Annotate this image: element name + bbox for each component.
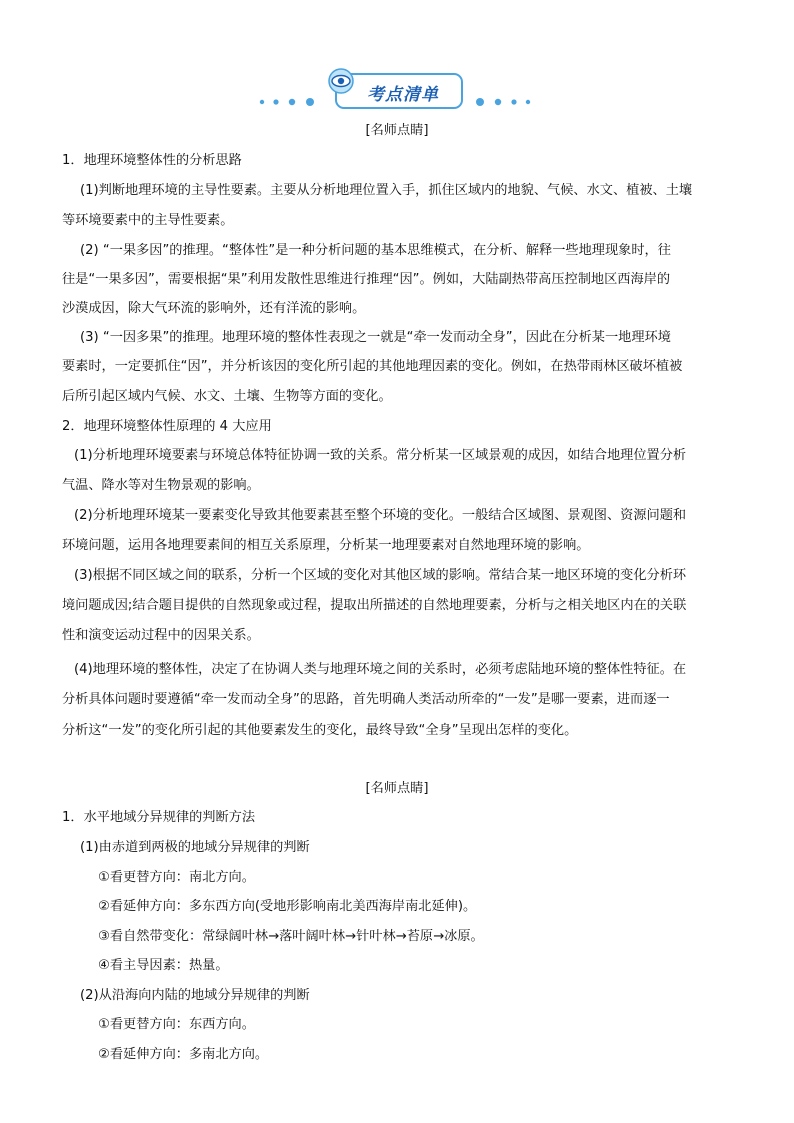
banner-title: 考点清单: [367, 85, 439, 105]
section1-paragraph-line: 境问题成因;结合题目提供的自然现象或过程，提取出所描述的自然地理要素，分析与之相关地区内在的关联: [62, 598, 687, 613]
section1-heading-1: 1．地理环境整体性的分析思路: [62, 153, 242, 168]
section1-paragraph-line: 气温、降水等对生物景观的影响。: [62, 478, 260, 493]
section-banner: [240, 68, 550, 112]
section2-list-item: ①看更替方向：南北方向。: [98, 870, 255, 885]
section2-subheading: (1)由赤道到两极的地域分异规律的判断: [80, 840, 310, 855]
section1-paragraph-line: 分析这“一发”的变化所引起的其他要素发生的变化，最终导致“全身”呈现出怎样的变化。: [62, 723, 578, 738]
section2-list-item: ②看延伸方向：多东西方向(受地形影响南北美西海岸南北延伸)。: [98, 899, 477, 914]
section1-header: [名师点睛]: [365, 123, 429, 138]
section1-paragraph-line: (2)分析地理环境某一要素变化导致其他要素甚至整个环境的变化。一般结合区域图、景观图、资源问题和: [74, 508, 687, 523]
section1-paragraph-line: 环境问题，运用各地理要素间的相互关系原理，分析某一地理要素对自然地理环境的影响。: [62, 538, 590, 553]
section1-paragraph-line: (1)分析地理环境要素与环境总体特征协调一致的关系。常分析某一区域景观的成因，如结合地理位置分析: [74, 448, 687, 463]
section1-heading-2: 2．地理环境整体性原理的 4 大应用: [62, 419, 272, 434]
section1-paragraph-line: 性和演变运动过程中的因果关系。: [62, 628, 260, 643]
section2-header: [名师点睛]: [365, 781, 429, 796]
section1-paragraph-line: (1)判断地理环境的主导性要素。主要从分析地理位置入手，抓住区域内的地貌、气候、水文、植被、土壤: [80, 183, 693, 198]
section1-paragraph-line: 往是“一果多因”，需要根据“果”利用发散性思维进行推理“因”。例如，大陆副热带高压控制地区西海岸的: [62, 272, 671, 287]
section1-paragraph-line: 后所引起区域内气候、水文、土壤、生物等方面的变化。: [62, 389, 392, 404]
section1-paragraph-line: 分析具体问题时要遵循“牵一发而动全身”的思路，首先明确人类活动所牵的“一发”是哪一要素，进而逐一: [62, 692, 670, 707]
section2-list-item: ④看主导因素：热量。: [98, 958, 229, 973]
section2-subheading: (2)从沿海向内陆的地域分异规律的判断: [80, 988, 310, 1003]
section1-paragraph-line: 等环境要素中的主导性要素。: [62, 213, 234, 228]
section1-paragraph-line: (2) “一果多因”的推理。“整体性”是一种分析问题的基本思维模式，在分析、解释一些地理现象时，往: [80, 243, 671, 258]
section1-paragraph-line: 要素时，一定要抓住“因”，并分析该因的变化所引起的其他地理因素的变化。例如，在热带雨林区破坏植被: [62, 359, 683, 374]
section2-list-item: ③看自然带变化：常绿阔叶林→落叶阔叶林→针叶林→苔原→冰原。: [98, 929, 484, 944]
section2-heading-1: 1．水平地域分异规律的判断方法: [62, 810, 256, 825]
section2-list-item: ②看延伸方向：多南北方向。: [98, 1047, 269, 1062]
section1-paragraph-line: (3)根据不同区域之间的联系，分析一个区域的变化对其他区域的影响。常结合某一地区环境的变化分析环: [74, 568, 687, 583]
section2-list-item: ①看更替方向：东西方向。: [98, 1017, 255, 1032]
section1-paragraph-line: (3) “一因多果”的推理。地理环境的整体性表现之一就是“牵一发而动全身”，因此在分析某一地理环境: [80, 330, 671, 345]
section1-paragraph-line: 沙漠成因，除大气环流的影响外，还有洋流的影响。: [62, 301, 366, 316]
section1-paragraph-line: (4)地理环境的整体性，决定了在协调人类与地理环境之间的关系时，必须考虑陆地环境的整体性特征。在: [74, 662, 687, 677]
